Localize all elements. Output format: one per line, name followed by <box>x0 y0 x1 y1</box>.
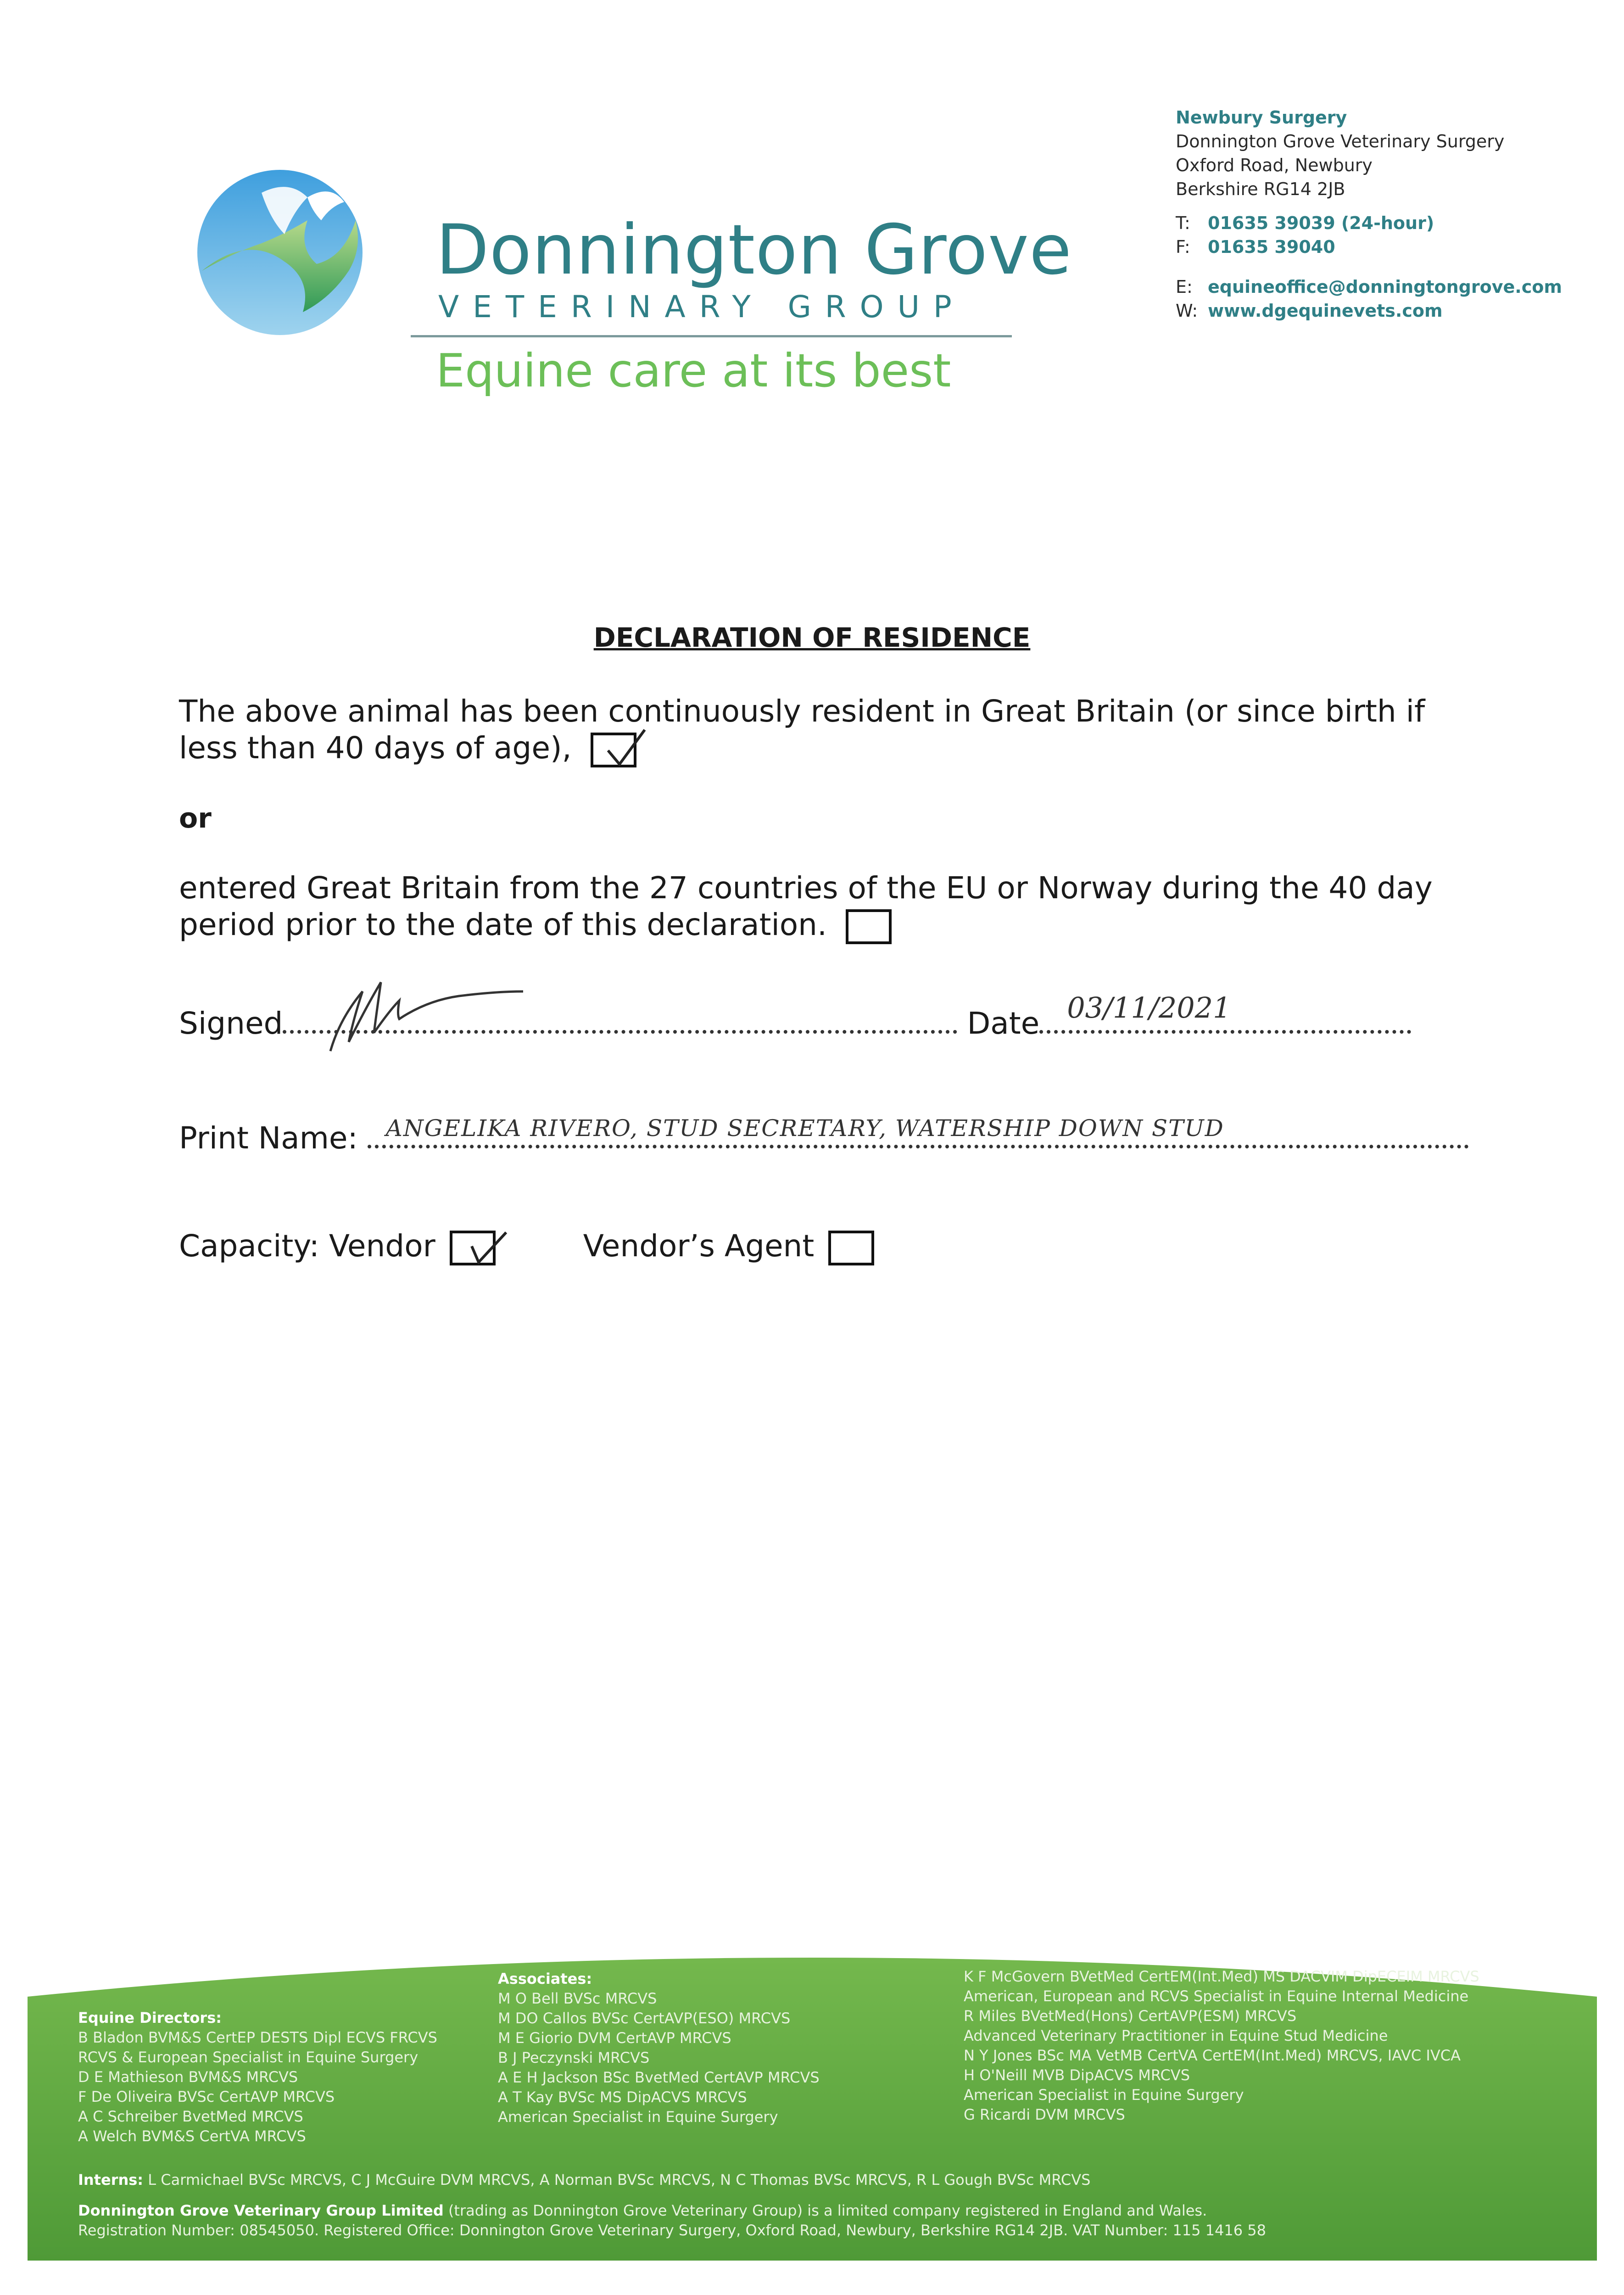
brand-divider <box>411 335 1012 337</box>
contact-details <box>1176 211 1616 323</box>
contact-email <box>1176 275 1616 299</box>
associate-line: A E H Jackson BSc BvetMed CertAVP MRCVS <box>498 2069 820 2086</box>
specialist-line: N Y Jones BSc MA VetMB CertVA CertEM(Int.Med) MRCVS, IAVC IVCA <box>964 2047 1461 2064</box>
company-name: Donnington Grove Veterinary Group Limited <box>78 2202 444 2219</box>
contact-value: www.dgequinevets.com <box>1208 301 1443 321</box>
address-line: Berkshire RG14 2JB <box>1176 179 1345 199</box>
office-address <box>1176 106 1589 201</box>
footer-specialists <box>964 1967 1479 2125</box>
associate-line: M E Giorio DVM CertAVP MRCVS <box>498 2029 731 2047</box>
director-line: B Bladon BVM&S CertEP DESTS Dipl ECVS FRCVS <box>78 2029 437 2046</box>
date-label: Date <box>967 1006 1040 1041</box>
brand-subtitle: VETERINARY GROUP <box>438 289 965 325</box>
contact-value: 01635 39040 <box>1208 237 1335 257</box>
print-name-value: ANGELIKA RIVERO, STUD SECRETARY, WATERSHIP DOWN STUD <box>385 1115 1224 1142</box>
brand-name: Donnington Grove <box>436 210 1072 290</box>
specialist-line: Advanced Veterinary Practitioner in Equine Stud Medicine <box>964 2027 1388 2044</box>
declaration-heading: DECLARATION OF RESIDENCE <box>593 622 1031 653</box>
directors-title: Equine Directors: <box>78 2009 222 2026</box>
capacity-row <box>179 1228 874 1265</box>
contact-key: W: <box>1176 301 1198 321</box>
specialist-line: American, European and RCVS Specialist in Equine Internal Medicine <box>964 1987 1469 2005</box>
checkmark-icon <box>599 725 649 776</box>
date-field[interactable] <box>1039 991 1411 1034</box>
associates-title: Associates: <box>498 1970 592 1987</box>
interns-list: L Carmichael BVSc MRCVS, C J McGuire DVM MRCVS, A Norman BVSc MRCVS, N C Thomas BVSc MRCVS, R L Gough BVSc MRCVS <box>148 2171 1091 2189</box>
option-resident-text: The above animal has been continuously resident in Great Britain (or since birth if less than 40 days of age), <box>179 694 1425 766</box>
option-entered-checkbox[interactable] <box>846 909 892 944</box>
signature-field[interactable] <box>283 1007 957 1034</box>
director-line: A Welch BVM&S CertVA MRCVS <box>78 2127 306 2145</box>
interns-title: Interns: <box>78 2171 144 2189</box>
contact-key: F: <box>1176 237 1190 257</box>
option-entered-text: entered Great Britain from the 27 countries of the EU or Norway during the 40 day period prior to the date of this declaration. <box>179 870 1433 942</box>
contact-key: T: <box>1176 213 1190 233</box>
footer-associates <box>498 1969 820 2127</box>
footer-company <box>78 2201 1266 2240</box>
company-registration: Registration Number: 08545050. Registered Office: Donnington Grove Veterinary Surgery, Oxford Road, Newbury, Berkshire RG14 2JB. VAT Number: 115 1416 58 <box>78 2222 1266 2239</box>
date-value: 03/11/2021 <box>1067 991 1231 1024</box>
or-separator: or <box>179 802 212 834</box>
vendor-checkbox[interactable] <box>450 1231 496 1265</box>
director-line: RCVS & European Specialist in Equine Surgery <box>78 2049 419 2066</box>
brand-tagline: Equine care at its best <box>436 344 951 397</box>
footer-directors <box>78 2008 437 2146</box>
address-line: Oxford Road, Newbury <box>1176 155 1373 175</box>
company-text: (trading as Donnington Grove Veterinary Group) is a limited company registered in England and Wales. <box>448 2202 1207 2219</box>
print-name-field[interactable] <box>368 1115 1469 1148</box>
checkmark-icon <box>458 1223 508 1274</box>
associate-line: M DO Callos BVSc CertAVP(ESO) MRCVS <box>498 2010 791 2027</box>
print-name-row <box>179 1115 1455 1157</box>
director-line: A C Schreiber BvetMed MRCVS <box>78 2108 303 2125</box>
associate-line: B J Peczynski MRCVS <box>498 2049 650 2066</box>
specialist-line: H O'Neill MVB DipACVS MRCVS <box>964 2066 1190 2084</box>
agent-label: Vendor’s Agent <box>583 1228 815 1264</box>
logo-icon <box>193 165 367 340</box>
address-line: Donnington Grove Veterinary Surgery <box>1176 131 1505 151</box>
specialist-line: G Ricardi DVM MRCVS <box>964 2106 1125 2123</box>
agent-checkbox[interactable] <box>828 1231 874 1265</box>
contact-value: equineoffice@donningtongrove.com <box>1208 277 1562 297</box>
specialist-line: K F McGovern BVetMed CertEM(Int.Med) MS DACVIM DipECEIM MRCVS <box>964 1968 1479 1985</box>
contact-fax <box>1176 235 1616 259</box>
option-entered <box>179 870 1455 944</box>
director-line: D E Mathieson BVM&S MRCVS <box>78 2068 298 2086</box>
specialist-line: American Specialist in Equine Surgery <box>964 2086 1244 2104</box>
option-resident-checkbox[interactable] <box>591 733 636 767</box>
contact-key: E: <box>1176 277 1193 297</box>
specialist-line: R Miles BVetMed(Hons) CertAVP(ESM) MRCVS <box>964 2007 1297 2025</box>
contact-value: 01635 39039 (24-hour) <box>1208 213 1434 233</box>
office-name: Newbury Surgery <box>1176 107 1347 128</box>
associate-line: American Specialist in Equine Surgery <box>498 2108 778 2126</box>
print-name-label: Print Name: <box>179 1120 358 1156</box>
footer-interns <box>78 2170 1090 2190</box>
signed-label: Signed <box>179 1006 283 1041</box>
contact-website <box>1176 299 1616 323</box>
contact-telephone <box>1176 211 1616 235</box>
option-resident <box>179 693 1455 767</box>
director-line: F De Oliveira BVSc CertAVP MRCVS <box>78 2088 335 2105</box>
capacity-label: Capacity: Vendor <box>179 1228 435 1264</box>
signature-row <box>179 991 1448 1042</box>
associate-line: A T Kay BVSc MS DipACVS MRCVS <box>498 2088 747 2106</box>
associate-line: M O Bell BVSc MRCVS <box>498 1990 657 2007</box>
